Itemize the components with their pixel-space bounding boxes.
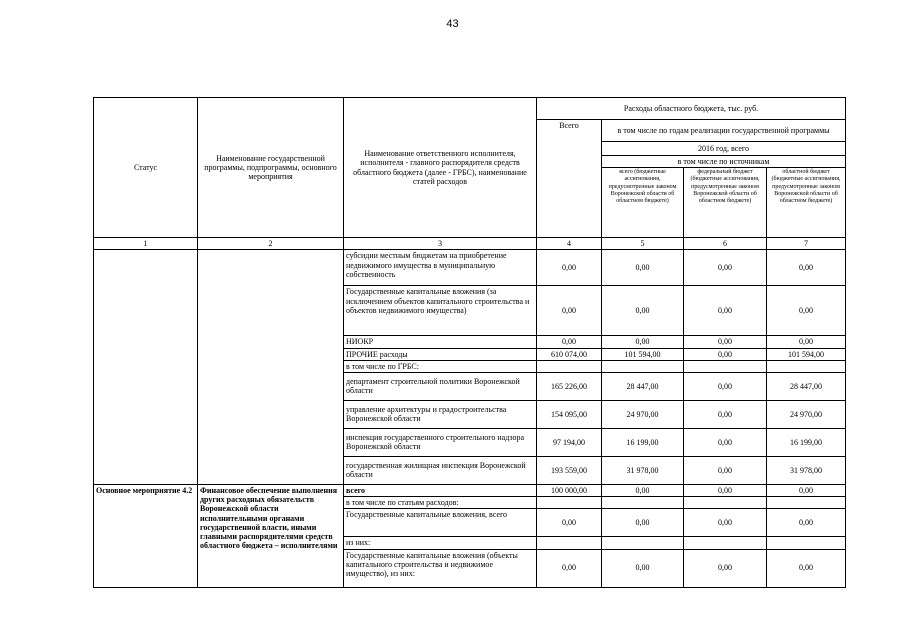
header-total: Всего — [537, 120, 602, 238]
row-value-all: 16 199,00 — [602, 428, 684, 456]
row-value-regional: 101 594,00 — [767, 348, 846, 360]
row-value-total — [537, 537, 602, 549]
row-name: в том числе по ГРБС: — [344, 360, 537, 372]
row-value-federal — [684, 537, 767, 549]
row-value-federal: 0,00 — [684, 336, 767, 348]
row-value-federal: 0,00 — [684, 484, 767, 496]
row-name: департамент строительной политики Воронежской области — [344, 372, 537, 400]
row-value-total: 193 559,00 — [537, 456, 602, 484]
row-value-regional — [767, 537, 846, 549]
row-value-all: 0,00 — [602, 286, 684, 336]
status-cell-empty — [94, 250, 198, 485]
row-value-regional: 0,00 — [767, 549, 846, 587]
header-source-regional: областной бюджет (бюджетные ассигнования, предусмотренные законом Воронежской области об областном бюджете) — [767, 168, 846, 238]
section-status: Основное мероприятие 4.2 — [94, 484, 198, 587]
row-value-total: 154 095,00 — [537, 400, 602, 428]
row-value-regional: 31 978,00 — [767, 456, 846, 484]
row-value-total: 165 226,00 — [537, 372, 602, 400]
row-value-all — [602, 360, 684, 372]
row-name: из них: — [344, 537, 537, 549]
row-value-total — [537, 360, 602, 372]
row-value-regional: 0,00 — [767, 336, 846, 348]
section-program: Финансовое обеспечение выполнения других расходных обязательств Воронежской области исполнительными органами государственной власти, иными главными распорядителями средств областного бюджета – исполнителями — [198, 484, 344, 587]
row-value-federal: 0,00 — [684, 549, 767, 587]
col-number: 2 — [198, 238, 344, 250]
header-year: 2016 год, всего — [602, 142, 846, 156]
row-name: Государственные капитальные вложения (за исключением объектов капитального строительства и объектов недвижимого имущества) — [344, 286, 537, 336]
header-source-federal: федеральный бюджет (бюджетные ассигнования, предусмотренные законом Воронежской области об областном бюджете) — [684, 168, 767, 238]
page-number: 43 — [446, 18, 459, 30]
row-value-all: 24 970,00 — [602, 400, 684, 428]
col-number: 5 — [602, 238, 684, 250]
row-name: государственная жилищная инспекция Воронежской области — [344, 456, 537, 484]
row-name: Государственные капитальные вложения, всего — [344, 509, 537, 537]
col-number: 6 — [684, 238, 767, 250]
row-value-total: 0,00 — [537, 286, 602, 336]
header-by-years: в том числе по годам реализации государственной программы — [602, 120, 846, 142]
budget-table — [93, 97, 846, 588]
row-value-regional: 0,00 — [767, 509, 846, 537]
row-value-total: 610 074,00 — [537, 348, 602, 360]
header-by-sources: в том числе по источникам — [602, 156, 846, 168]
row-value-federal: 0,00 — [684, 286, 767, 336]
row-value-all: 101 594,00 — [602, 348, 684, 360]
col-number: 3 — [344, 238, 537, 250]
row-value-federal: 0,00 — [684, 348, 767, 360]
row-value-all — [602, 537, 684, 549]
row-value-regional — [767, 497, 846, 509]
header-expenses-title: Расходы областного бюджета, тыс. руб. — [537, 98, 846, 120]
row-value-regional: 28 447,00 — [767, 372, 846, 400]
row-name: в том числе по статьям расходов: — [344, 497, 537, 509]
row-name: управление архитектуры и градостроительства Воронежской области — [344, 400, 537, 428]
row-value-federal: 0,00 — [684, 509, 767, 537]
row-name: Государственные капитальные вложения (объекты капитального строительства и недвижимое имущество), из них: — [344, 549, 537, 587]
header-source-all: всего (бюджетные ассигнования, предусмотренные законом Воронежской области об областном бюджете) — [602, 168, 684, 238]
row-value-total: 0,00 — [537, 250, 602, 286]
row-value-federal — [684, 360, 767, 372]
row-value-federal: 0,00 — [684, 250, 767, 286]
col-number: 4 — [537, 238, 602, 250]
row-value-all — [602, 497, 684, 509]
row-value-regional: 0,00 — [767, 484, 846, 496]
col-number: 1 — [94, 238, 198, 250]
row-value-total: 0,00 — [537, 336, 602, 348]
row-value-all: 0,00 — [602, 509, 684, 537]
table-row — [94, 484, 846, 496]
row-value-all: 0,00 — [602, 484, 684, 496]
row-name: субсидии местным бюджетам на приобретение недвижимого имущества в муниципальную собственность — [344, 250, 537, 286]
row-value-total: 100 000,00 — [537, 484, 602, 496]
row-value-regional — [767, 360, 846, 372]
header-program-name: Наименование государственной программы, подпрограммы, основного мероприятия — [198, 98, 344, 238]
row-value-regional: 24 970,00 — [767, 400, 846, 428]
row-value-all: 31 978,00 — [602, 456, 684, 484]
table-row — [94, 250, 846, 286]
row-name: НИОКР — [344, 336, 537, 348]
row-value-regional: 0,00 — [767, 286, 846, 336]
program-cell-empty — [198, 250, 344, 485]
row-value-all: 0,00 — [602, 250, 684, 286]
row-value-all: 0,00 — [602, 336, 684, 348]
row-name: ПРОЧИЕ расходы — [344, 348, 537, 360]
row-name: всего — [344, 484, 537, 496]
header-status: Статус — [94, 98, 198, 238]
col-number: 7 — [767, 238, 846, 250]
row-value-regional: 16 199,00 — [767, 428, 846, 456]
row-name: инспекция государственного строительного надзора Воронежской области — [344, 428, 537, 456]
row-value-federal: 0,00 — [684, 400, 767, 428]
header-executor: Наименование ответственного исполнителя, исполнителя - главного распорядителя средств областного бюджета (далее - ГРБС), наименование статей расходов — [344, 98, 537, 238]
row-value-all: 28 447,00 — [602, 372, 684, 400]
row-value-federal: 0,00 — [684, 428, 767, 456]
row-value-regional: 0,00 — [767, 250, 846, 286]
row-value-total — [537, 497, 602, 509]
row-value-federal: 0,00 — [684, 456, 767, 484]
row-value-federal: 0,00 — [684, 372, 767, 400]
row-value-total: 97 194,00 — [537, 428, 602, 456]
row-value-all: 0,00 — [602, 549, 684, 587]
row-value-federal — [684, 497, 767, 509]
row-value-total: 0,00 — [537, 509, 602, 537]
row-value-total: 0,00 — [537, 549, 602, 587]
